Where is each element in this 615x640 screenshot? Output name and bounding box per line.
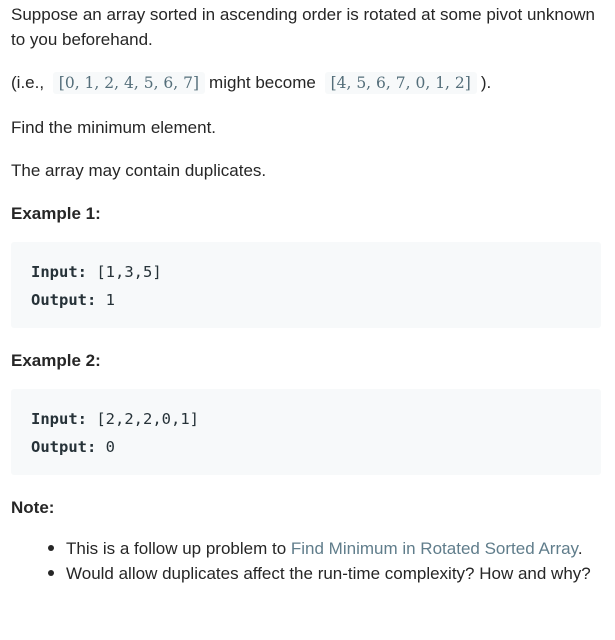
example-2-title: Example 2: bbox=[11, 351, 101, 370]
example-2-output-label: Output: bbox=[31, 438, 97, 456]
example-2-block bbox=[11, 389, 601, 475]
ie-suffix: ). bbox=[480, 73, 492, 92]
example-1-title: Example 1: bbox=[11, 204, 101, 223]
note-item-followup bbox=[66, 536, 606, 561]
original-array-math: [0, 1, 2, 4, 5, 6, 7] bbox=[53, 72, 205, 94]
note-item-complexity: Would allow duplicates affect the run-time complexity? How and why? bbox=[66, 561, 606, 586]
example-1-block bbox=[11, 242, 601, 328]
note-item-1-prefix: This is a follow up problem to bbox=[66, 539, 291, 558]
example-2-input-label: Input: bbox=[31, 410, 87, 428]
problem-intro: Suppose an array sorted in ascending order is rotated at some pivot unknown to you beforehand. bbox=[11, 5, 596, 49]
example-2-output-value: 0 bbox=[96, 438, 115, 456]
ie-prefix: (i.e., bbox=[11, 73, 45, 92]
problem-description bbox=[0, 2, 606, 586]
example-rotation-text bbox=[11, 70, 606, 96]
note-item-1-suffix: . bbox=[577, 539, 583, 558]
ie-middle: might become bbox=[209, 73, 316, 92]
problem-constraint: The array may contain duplicates. bbox=[11, 161, 267, 180]
example-1-output-value: 1 bbox=[96, 291, 115, 309]
example-2-input-value: [2,2,2,0,1] bbox=[87, 410, 199, 428]
problem-task: Find the minimum element. bbox=[11, 118, 217, 137]
example-1-input-value: [1,3,5] bbox=[87, 263, 162, 281]
note-title: Note: bbox=[11, 498, 55, 517]
rotated-array-math: [4, 5, 6, 7, 0, 1, 2] bbox=[325, 72, 477, 94]
example-1-input-label: Input: bbox=[31, 263, 87, 281]
example-1-output-label: Output: bbox=[31, 291, 97, 309]
related-problem-link[interactable]: Find Minimum in Rotated Sorted Array bbox=[290, 539, 578, 558]
note-list bbox=[11, 536, 606, 586]
